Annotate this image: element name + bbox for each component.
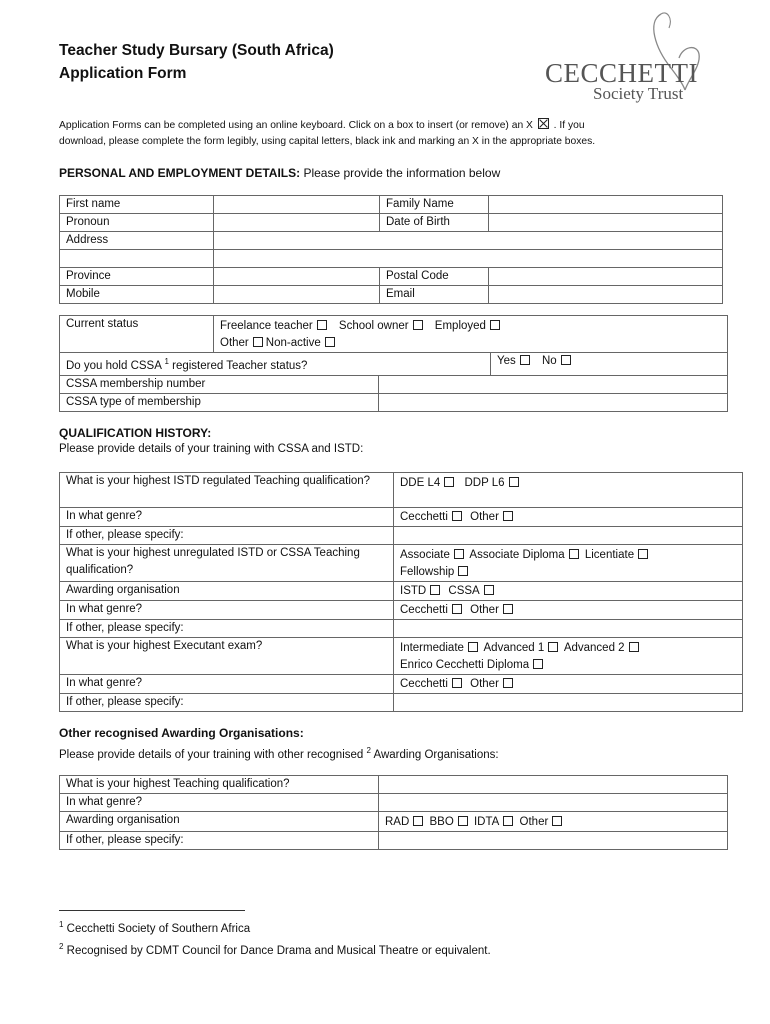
postal-code-label: Postal Code [380,268,489,286]
table-row [60,776,728,794]
table-row [60,286,723,304]
form-title [59,39,334,85]
table-row [60,812,728,832]
cecchetti-checkbox[interactable] [452,678,462,688]
istd-regulated-options: DDE L4 DDP L6 [394,473,743,508]
table-row [60,794,728,812]
executant-question: What is your highest Executant exam? [60,638,394,675]
table-row [60,582,743,601]
other-genre-checkbox[interactable] [503,678,513,688]
advanced-1-checkbox[interactable] [548,642,558,652]
genre-label: In what genre? [60,794,379,812]
school-owner-checkbox[interactable] [413,320,423,330]
rad-checkbox[interactable] [413,816,423,826]
table-row [60,316,728,353]
other-org-checkbox[interactable] [552,816,562,826]
associate-checkbox[interactable] [454,549,464,559]
cssa-yes-no: Yes No [491,353,728,376]
table-row [60,601,743,620]
table-row [60,232,723,250]
awarding-org-label: Awarding organisation [60,812,379,832]
mobile-label: Mobile [60,286,214,304]
dob-label: Date of Birth [380,214,489,232]
genre-options: Cecchetti Other [394,601,743,620]
table-row [60,638,743,675]
genre-label: In what genre? [60,675,394,694]
cecchetti-checkbox[interactable] [452,604,462,614]
logo-sub-text: Society Trust [593,84,684,103]
table-row [60,375,728,393]
other-orgs-subtitle: Please provide details of your training with other recognised $^2$ Awarding Organisations: [59,746,499,761]
bbo-checkbox[interactable] [458,816,468,826]
mobile-field[interactable] [214,286,380,304]
footnotes [59,916,491,960]
cssa-no-checkbox[interactable] [561,355,571,365]
checked-box-icon [538,118,549,129]
family-name-field[interactable] [489,196,723,214]
table-row [60,353,728,376]
status-table [59,315,728,412]
postal-code-field[interactable] [489,268,723,286]
non-active-checkbox[interactable] [325,337,335,347]
teaching-qualification-label: What is your highest Teaching qualification? [60,776,379,794]
table-row [60,694,743,712]
table-row [60,545,743,582]
first-name-label: First name [60,196,214,214]
membership-type-field[interactable] [379,393,728,411]
if-other-field[interactable] [394,527,743,545]
if-other-field[interactable] [394,620,743,638]
istd-checkbox[interactable] [430,585,440,595]
idta-checkbox[interactable] [503,816,513,826]
address-field-2[interactable] [214,250,723,268]
province-label: Province [60,268,214,286]
licentiate-checkbox[interactable] [638,549,648,559]
province-field[interactable] [214,268,380,286]
genre-label: In what genre? [60,601,394,620]
current-status-options: Freelance teacher School owner Employed Other Non-active [214,316,728,353]
unregulated-question: What is your highest unregulated ISTD or CSSA Teaching qualification? [60,545,394,582]
table-row [60,527,743,545]
table-row [60,250,723,268]
email-field[interactable] [489,286,723,304]
other-orgs-title: Other recognised Awarding Organisations: [59,726,304,740]
qualification-heading [59,425,363,457]
table-row [60,196,723,214]
other-orgs-table [59,775,728,850]
title-line-1: Teacher Study Bursary (South Africa) [59,42,334,59]
footnote-2: $^2$ Recognised by CDMT Council for Dance Drama and Musical Theatre or equivalent. [59,941,491,957]
address-label-blank [60,250,214,268]
freelance-checkbox[interactable] [317,320,327,330]
pronoun-label: Pronoun [60,214,214,232]
membership-type-label: CSSA type of membership [60,393,379,411]
unregulated-options: Associate Associate Diploma Licentiate Fellowship [394,545,743,582]
qualification-title: QUALIFICATION HISTORY: [59,426,212,440]
awarding-org-options: ISTD CSSA [394,582,743,601]
dob-field[interactable] [489,214,723,232]
if-other-label: If other, please specify: [60,832,379,850]
table-row [60,214,723,232]
teaching-qualification-field[interactable] [379,776,728,794]
qualification-table [59,472,743,712]
if-other-field[interactable] [394,694,743,712]
qualification-subtitle: Please provide details of your training with CSSA and ISTD: [59,443,364,455]
if-other-label: If other, please specify: [60,620,394,638]
cssa-yes-checkbox[interactable] [520,355,530,365]
table-row [60,832,728,850]
current-status-label: Current status [60,316,214,353]
table-row [60,473,743,508]
employed-checkbox[interactable] [490,320,500,330]
membership-number-label: CSSA membership number [60,375,379,393]
footnote-1: $^1$ Cecchetti Society of Southern Africa [59,920,251,935]
other-genre-checkbox[interactable] [503,511,513,521]
table-row [60,268,723,286]
cssa-question: Do you hold CSSA $^1$ registered Teacher status? [60,353,491,376]
genre-label: In what genre? [60,508,394,527]
membership-number-field[interactable] [379,375,728,393]
logo-main-text: CECCHETTI [545,58,698,88]
if-other-field[interactable] [379,832,728,850]
awarding-org-label: Awarding organisation [60,582,394,601]
footnote-divider [59,910,245,911]
family-name-label: Family Name [380,196,489,214]
cecchetti-checkbox[interactable] [452,511,462,521]
email-label: Email [380,286,489,304]
enrico-diploma-checkbox[interactable] [533,659,543,669]
genre-field[interactable] [379,794,728,812]
cssa-checkbox[interactable] [484,585,494,595]
table-row [60,393,728,411]
genre-options: Cecchetti Other [394,675,743,694]
first-name-field[interactable] [214,196,380,214]
if-other-label: If other, please specify: [60,527,394,545]
fellowship-checkbox[interactable] [458,566,468,576]
intermediate-checkbox[interactable] [468,642,478,652]
advanced-2-checkbox[interactable] [629,642,639,652]
table-row [60,620,743,638]
awarding-org-options: RAD BBO IDTA Other [379,812,728,832]
table-row [60,675,743,694]
dde-l4-checkbox[interactable] [444,477,454,487]
pronoun-field[interactable] [214,214,380,232]
address-field-1[interactable] [214,232,723,250]
executant-options: Intermediate Advanced 1 Advanced 2 Enrico Cecchetti Diploma [394,638,743,675]
other-orgs-heading [59,725,499,764]
cecchetti-logo [543,8,723,108]
if-other-label: If other, please specify: [60,694,394,712]
personal-details-heading: PERSONAL AND EMPLOYMENT DETAILS: Please provide the information below [59,166,501,180]
address-label: Address [60,232,214,250]
title-line-2: Application Form [59,65,187,82]
other-status-checkbox[interactable] [253,337,263,347]
personal-details-table [59,195,723,304]
genre-options: Cecchetti Other [394,508,743,527]
ddp-l6-checkbox[interactable] [509,477,519,487]
table-row [60,508,743,527]
intro-text: Application Forms can be completed using an online keyboard. Click on a box to insert (or remove) an X . If you download, please complete the form legibly, using capital letters, black ink and marking an X in the appropriate boxes. [59,120,596,147]
associate-diploma-checkbox[interactable] [569,549,579,559]
istd-regulated-question: What is your highest ISTD regulated Teaching qualification? [60,473,394,508]
other-genre-checkbox[interactable] [503,604,513,614]
